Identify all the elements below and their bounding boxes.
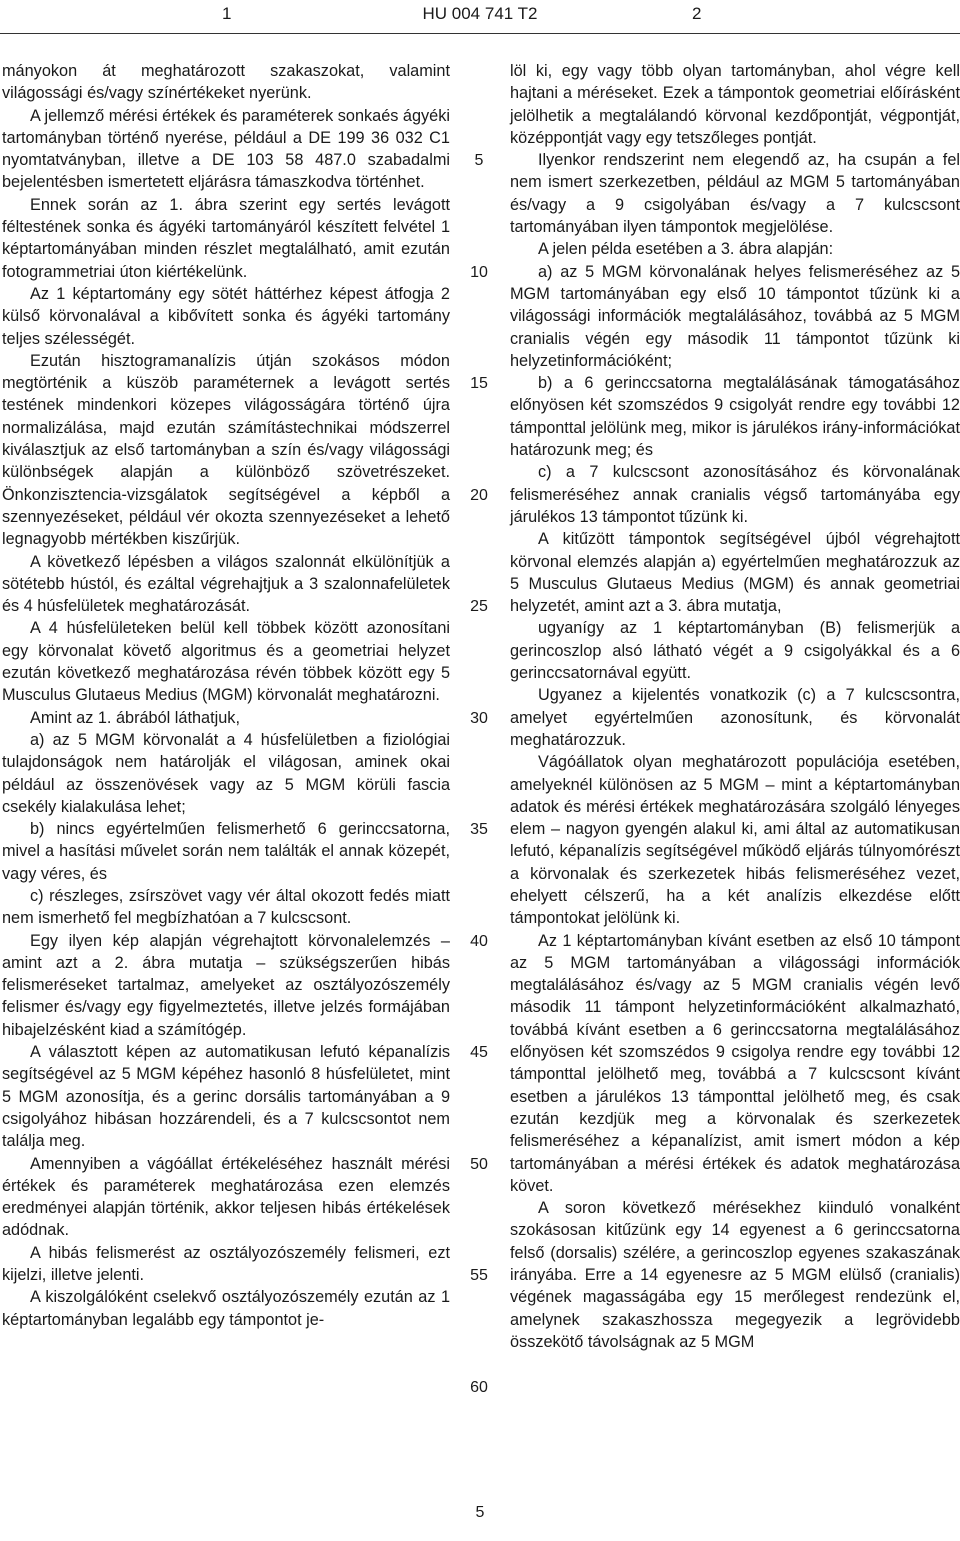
- paragraph: mányokon át meghatározott szakaszokat, valamint világossági és/vagy színértékeket nyerünk.: [2, 62, 450, 103]
- paragraph: A soron következő mérésekhez kiinduló vonalként szokásosan kitűzünk egy 14 egyenest a 6 gerinccsatorna felső (dorsalis) szélére, a gerincoszlop egyenes szakaszának irányába. Erre a 14 egyenesre az 5 MGM elülső (cranialis) végének magasságába egy 15 merőlegest rendezünk el, amelynek szakaszhossza megegyezik a legrövidebb összekötő távolságnak az 5 MGM: [510, 1199, 960, 1351]
- line-number: 10: [470, 263, 488, 281]
- line-number: 20: [470, 486, 488, 504]
- paragraph: Ugyanez a kijelentés vonatkozik (c) a 7 kulcscsontra, amelyet egyértelműen azonosítunk, és körvonalát meghatározzuk.: [510, 686, 960, 749]
- line-number: 50: [470, 1155, 488, 1173]
- paragraph: A kiszolgálóként cselekvő osztályozószemély ezután az 1 képtartományban legalább egy támpontot je-: [2, 1288, 450, 1329]
- paragraph: Amint az 1. ábrából láthatjuk,: [30, 708, 240, 727]
- page-header: [0, 0, 960, 36]
- page-footer-number: 5: [475, 1504, 485, 1521]
- paragraph: c) részleges, zsírszövet vagy vér által okozott fedés miatt nem ismerhető fel megbízhatóan a 7 kulcscsont.: [2, 886, 450, 928]
- paragraph: Amennyiben a vágóállat értékeléséhez használt mérési értékek és paraméterek meghatározása ezen elemzés eredményei alapján történik, akkor teljesen hibás értékelések adódnak.: [2, 1154, 450, 1240]
- paragraph: c) a 7 kulcscsont azonosításához és körvonalának felismeréséhez annak cranialis végső tartományába egy járulékos 13 támpontot tűzünk ki.: [510, 463, 960, 526]
- line-number: 25: [470, 598, 488, 616]
- left-text-column: [2, 60, 450, 1331]
- paragraph: A jelen példa esetében a 3. ábra alapján:: [538, 240, 834, 259]
- paragraph: Vágóállatok olyan meghatározott populációja esetében, amelyeknél különösen az 5 MGM – mint a képtartományban adatok és mérési értékek meghatározására szolgáló lényeges elem – nagyon gyengén alakul ki, ami által az automatikusan lefutó, képanalízis segítségével működő eljárás túlnyomórészt a körvonalak és szerkezetek hibás felismeréséhez vezet, ehelyett célszerű, ha a két analízis elkezdése előtt támpontokat jelölünk ki.: [510, 753, 960, 928]
- paragraph: Ennek során az 1. ábra szerint egy sertés levágott féltestének sonka és ágyéki tartományáról készített felvétel 1 képtartományában minden részlet megtalálható, amit ezután fotogrammetriai úton kiértékelünk.: [2, 195, 450, 281]
- paragraph: A hibás felismerést az osztályozószemély felismeri, ezt kijelzi, illetve jelenti.: [2, 1243, 450, 1285]
- column-number-right: 2: [692, 4, 702, 23]
- right-text-column: [510, 60, 960, 1353]
- paragraph: a) az 5 MGM körvonalát a 4 húsfelületben a fiziológiai tulajdonságok nem határolják el világosan, aminek okai például az összenövések vagy az 5 MGM körüli fascia csekély kialakulása lehet;: [2, 730, 450, 816]
- line-number: 35: [470, 821, 488, 839]
- paragraph: A választott képen az automatikusan lefutó képanalízis segítségével az 5 MGM képéhez hasonló 8 húsfelületet, mint 5 MGM azonosítja, és a gerinc dorsális tartományában a 9 csigolyához hibásan hozzárendeli, és a 7 kulcscsontot nem találja meg.: [2, 1043, 450, 1151]
- document-id: HU 004 741 T2: [422, 4, 538, 23]
- header-rule: [0, 33, 960, 34]
- line-number: 5: [474, 152, 484, 170]
- paragraph: Egy ilyen kép alapján végrehajtott körvonalelemzés – amint azt a 2. ábra mutatja – szükségszerűen hibás felismeréseket tartalmaz, amelyeket az osztályozószemély felismer és/vagy egy figyelmeztetés, illetve jelzés formájában hibajelzésként kiad a számítógép.: [2, 931, 450, 1039]
- line-number: 30: [470, 709, 488, 727]
- paragraph: b) nincs egyértelműen felismerhető 6 gerinccsatorna, mivel a hasítási művelet során nem találták el annak közepét, vagy véres, és: [2, 820, 450, 883]
- line-number: 45: [470, 1044, 488, 1062]
- paragraph: A következő lépésben a világos szalonnát elkülönítjük a sötétebb hústól, és ezáltal végrehajtjuk a 3 szalonnafelületek és 4 húsfelületek meghatározását.: [2, 552, 450, 616]
- paragraph: A jellemző mérési értékek és paraméterek sonkaés ágyéki tartományban történő nyerése, például a DE 199 36 032 C1 nyomtatványban, illetve a DE 103 58 487.0 szabadalmi bejelentésben ismertetett eljárásra támaszkodva történhet.: [2, 106, 450, 192]
- line-number: 40: [470, 932, 488, 950]
- paragraph: löl ki, egy vagy több olyan tartományban, ahol végre kell hajtani a méréseket. Ezek a támpontok geometriai előírásként jelölhetik a megtalálandó körvonal kezdőpontját, végpontját, középpontját vagy egy tetszőleges pontját.: [510, 62, 960, 147]
- line-number: 55: [470, 1267, 488, 1285]
- paragraph: Ezután hisztogramanalízis útján szokásos módon megtörténik a küszöb paraméternek a levágott sertés testének mindenkori közepes világosságára történő újra normalizálása, majd ezután számítástechnikai módszerrel kiválasztjuk az első tartományban a szín és/vagy világossági különbségek alapján a különböző szövetrészeket. Önkonzisztencia-vizsgálatok segítségével a képből a szennyezéseket, például vér okozta szennyezéseket a lehető legnagyobb mértékben kiszűrjük.: [2, 351, 450, 549]
- paragraph: A 4 húsfelületeken belül kell többek között azonosítani egy körvonalat követő algoritmus és a geometriai helyzet ezután következő meghatározása révén többek között egy 5 Musculus Glutaeus Medius (MGM) körvonalát meghatározni.: [2, 619, 450, 705]
- paragraph: b) a 6 gerinccsatorna megtalálásának támogatásához előnyösen két szomszédos 9 csigolyát rendre egy további 12 támponttal jelölünk meg, mikor is járulékos irány-információkat határozunk meg; és: [510, 374, 960, 460]
- paragraph: Az 1 képtartomány egy sötét háttérhez képest átfogja 2 külső körvonalával a kibővített sonka és ágyéki tartomány teljes szélességét.: [2, 284, 450, 348]
- paragraph: Ilyenkor rendszerint nem elegendő az, ha csupán a fel nem ismert szerkezetben, például az MGM 5 tartományában és/vagy a 9 csigolyában és/vagy a 7 kulcscsont tartományában ilyen támpontok megjelölése.: [510, 151, 960, 237]
- paragraph: ugyanígy az 1 képtartományban (B) felismerjük a gerincoszlop alsó látható végét a 9 csigolyákkal és a 6 gerinccsatornával együtt.: [510, 619, 960, 683]
- line-number: 15: [470, 375, 488, 393]
- paragraph: a) az 5 MGM körvonalának helyes felismeréséhez az 5 MGM tartományában egy első 10 támpontot tűzünk ki a világossági információk megtalálásához, továbbá az 5 MGM cranialis végén egy második 11 támpontot tűzünk ki helyzetinformációként;: [510, 262, 960, 370]
- paragraph: A kitűzött támpontok segítségével újból végrehajtott körvonal elemzés alapján a) egyértelműen meghatározzuk az 5 Musculus Glutaeus Medius (MGM) és annak geometriai helyzetét, amint azt a 3. ábra mutatja,: [510, 530, 960, 616]
- column-number-left: 1: [222, 4, 232, 23]
- line-number: 60: [470, 1378, 488, 1396]
- paragraph: Az 1 képtartományban kívánt esetben az első 10 támpont az 5 MGM tartományában a világossági információk megtalálásához és/vagy az 5 MGM cranialis végén levő második 11 támpont helyzetinformációként alkalmazható, továbbá kívánt esetben a 6 gerinccsatorna megtalálásához előnyösen két szomszédos 9 csigolya rendre egy további 12 támponttal jelölhető meg, továbbá a 7 kulcscsont kívánt esetben a járulékos 13 támponttal jelölhető meg, és csak ezután kezdjük meg a körvonalak és szerkezetek felismeréséhez a képanalízist, amit ismert módon a kép tartományában a mérési értékek és adatok meghatározása követ.: [510, 931, 960, 1195]
